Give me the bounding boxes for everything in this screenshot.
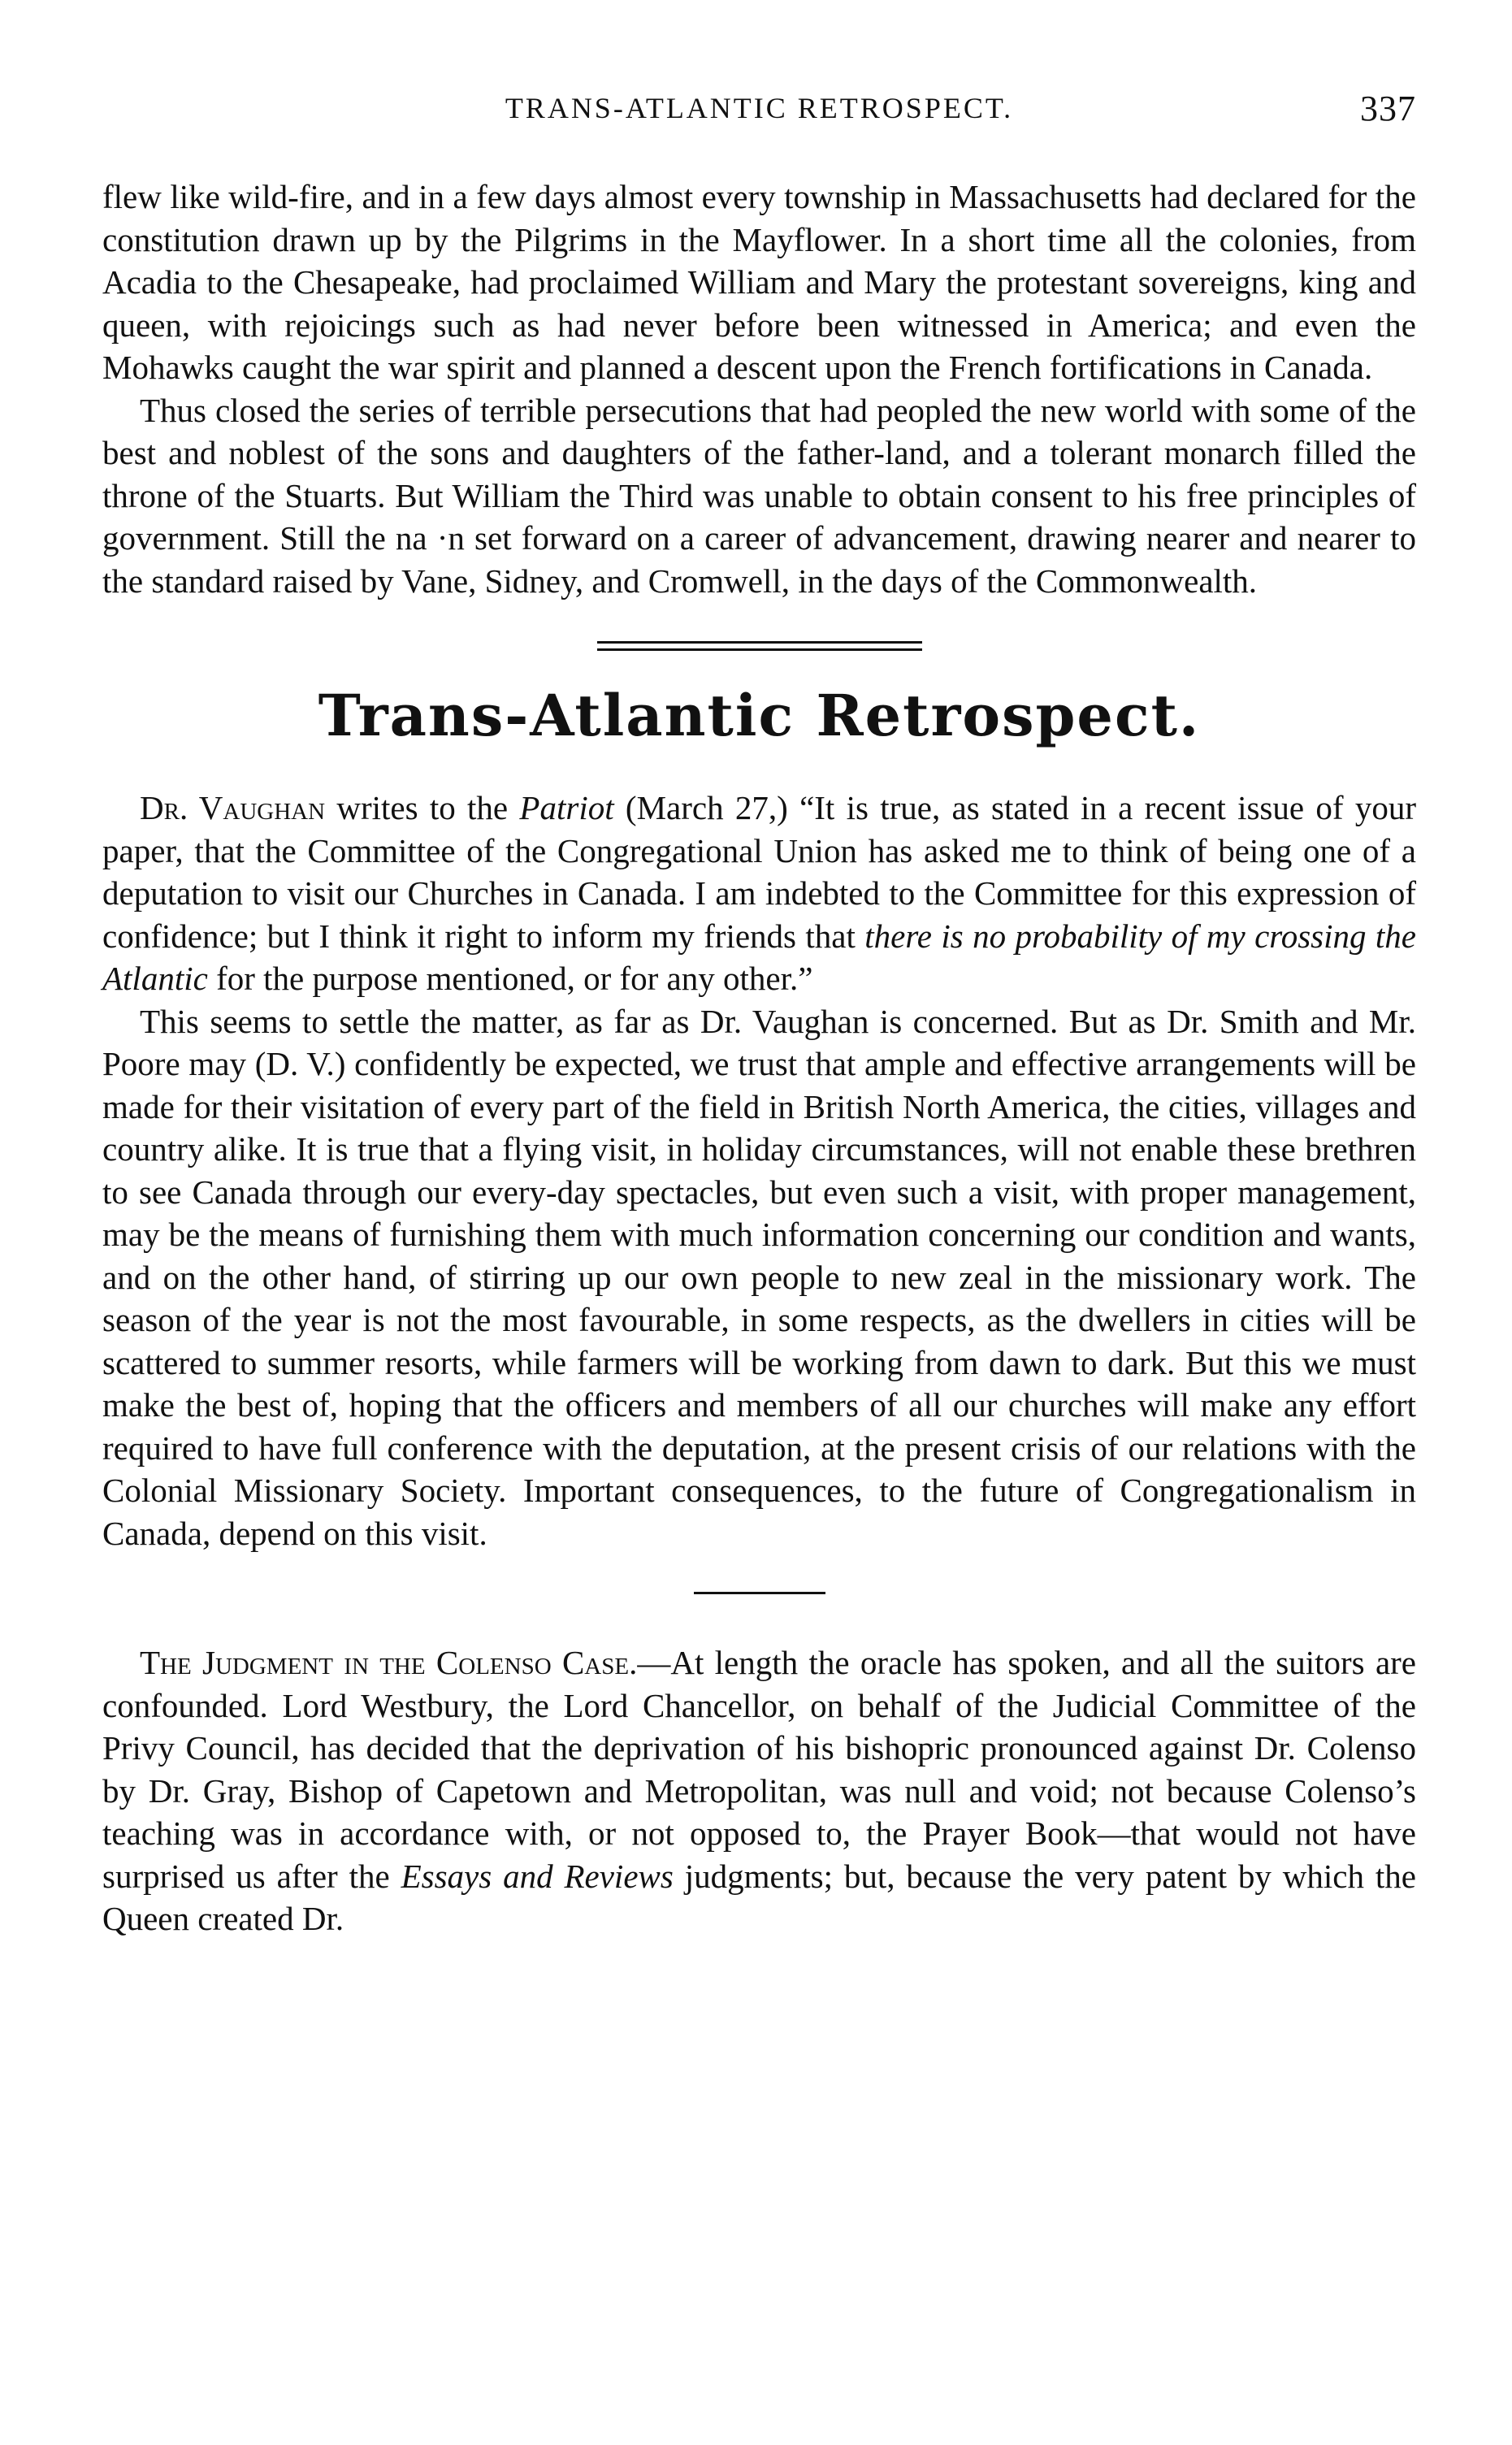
- vaughan-lead: Dr. Vaughan: [140, 789, 326, 826]
- single-rule-divider: [694, 1592, 825, 1594]
- section-heading: Trans-Atlantic Retrospect.: [318, 682, 1201, 749]
- vaughan-italic-quote: there is no probability of my crossing the Atlantic: [102, 917, 1416, 997]
- paragraph-deputation: This seems to settle the matter, as far as Dr. Vaughan is concerned. But as Dr. Smith and Mr. Poore may (D. V.) confidently be expected, we trust that ample and effective arrangements will be made for their visitation of every part of the field in British North America, the cities, villages and country alike. It is true that a flying visit, in holiday circumstances, will not enable these brethren to see Canada through our every-day spectacles, but even such a visit, with proper management, may be the means of furnishing them with much information concerning our condition and wants, and on the other hand, of stirring up our own people to new zeal in the missionary work. The season of the year is not the most favourable, in some respects, as the dwellers in cities will be scattered to summer resorts, while farmers will be working from dawn to dark. But this we must make the best of, hoping that the officers and members of all our churches will make any effort required to have full conference with the deputation, at the present crisis of our relations with the Colonial Missionary Society. Important consequences, to the future of Congregationalism in Canada, depend on this visit.: [102, 1002, 1416, 1552]
- double-rule-divider: [597, 641, 922, 651]
- essays-reviews-title: Essays and Reviews: [401, 1857, 674, 1895]
- page-number: 337: [1360, 89, 1416, 128]
- paragraph-continuation: flew like wild-fire, and in a few days almost every township in Massachusetts had declared for the constitution drawn up by the Pilgrims in the Mayflower. In a short time all the colonies, from Acadia to the Chesapeake, had proclaimed William and Mary the protestant sovereigns, king and queen, with rejoicings such as had never before been witnessed in America; and even the Mohawks caught the war spirit and planned a descent upon the French fortifications in Canada.: [102, 178, 1416, 386]
- running-head: [102, 91, 1416, 140]
- colenso-text-2: judgments; but, because the very patent by which the Queen created Dr.: [102, 1857, 1417, 1937]
- patriot-title: Patriot: [519, 789, 614, 826]
- paragraph-persecutions: Thus closed the series of terrible persecutions that had peopled the new world with some of the best and noblest of the sons and daughters of the father-land, and a tolerant monarch filled the throne of the Stuarts. But William the Third was unable to obtain consent to his free principles of government. Still the na ·n set forward on a career of advancement, drawing nearer and nearer to the standard raised by Vane, Sidney, and Cromwell, in the days of the Commonwealth.: [102, 391, 1416, 600]
- vaughan-text-1: writes to the: [325, 789, 520, 826]
- colenso-lead: The Judgment in the Colenso Case.: [140, 1644, 638, 1681]
- running-title: TRANS-ATLANTIC RETROSPECT.: [505, 92, 1014, 124]
- paragraph-vaughan-letter: [102, 787, 1416, 1000]
- colenso-text-1: —At length the oracle has spoken, and all the suitors are confounded. Lord Westbury, the Lord Chancellor, on behalf of the Judicial Committee of the Privy Council, has decided that the deprivation of his bishopric pronounced against Dr. Colenso by Dr. Gray, Bishop of Capetown and Metropolitan, was null and void; not because Colenso’s teaching was in accordance with, or not opposed to, the Prayer Book—that would not have surprised us after the: [102, 1644, 1416, 1895]
- paragraph-colenso: [102, 1641, 1416, 1940]
- vaughan-text-2: (March 27,) “It is true, as stated in a recent issue of your paper, that the Committee of the Congregational Union has asked me to think of being one of a deputation to visit our Churches in Canada. I am indebted to the Committee for this expression of confidence; but I think it right to inform my friends that: [102, 789, 1416, 955]
- vaughan-text-3: for the purpose mentioned, or for any other.”: [207, 960, 813, 997]
